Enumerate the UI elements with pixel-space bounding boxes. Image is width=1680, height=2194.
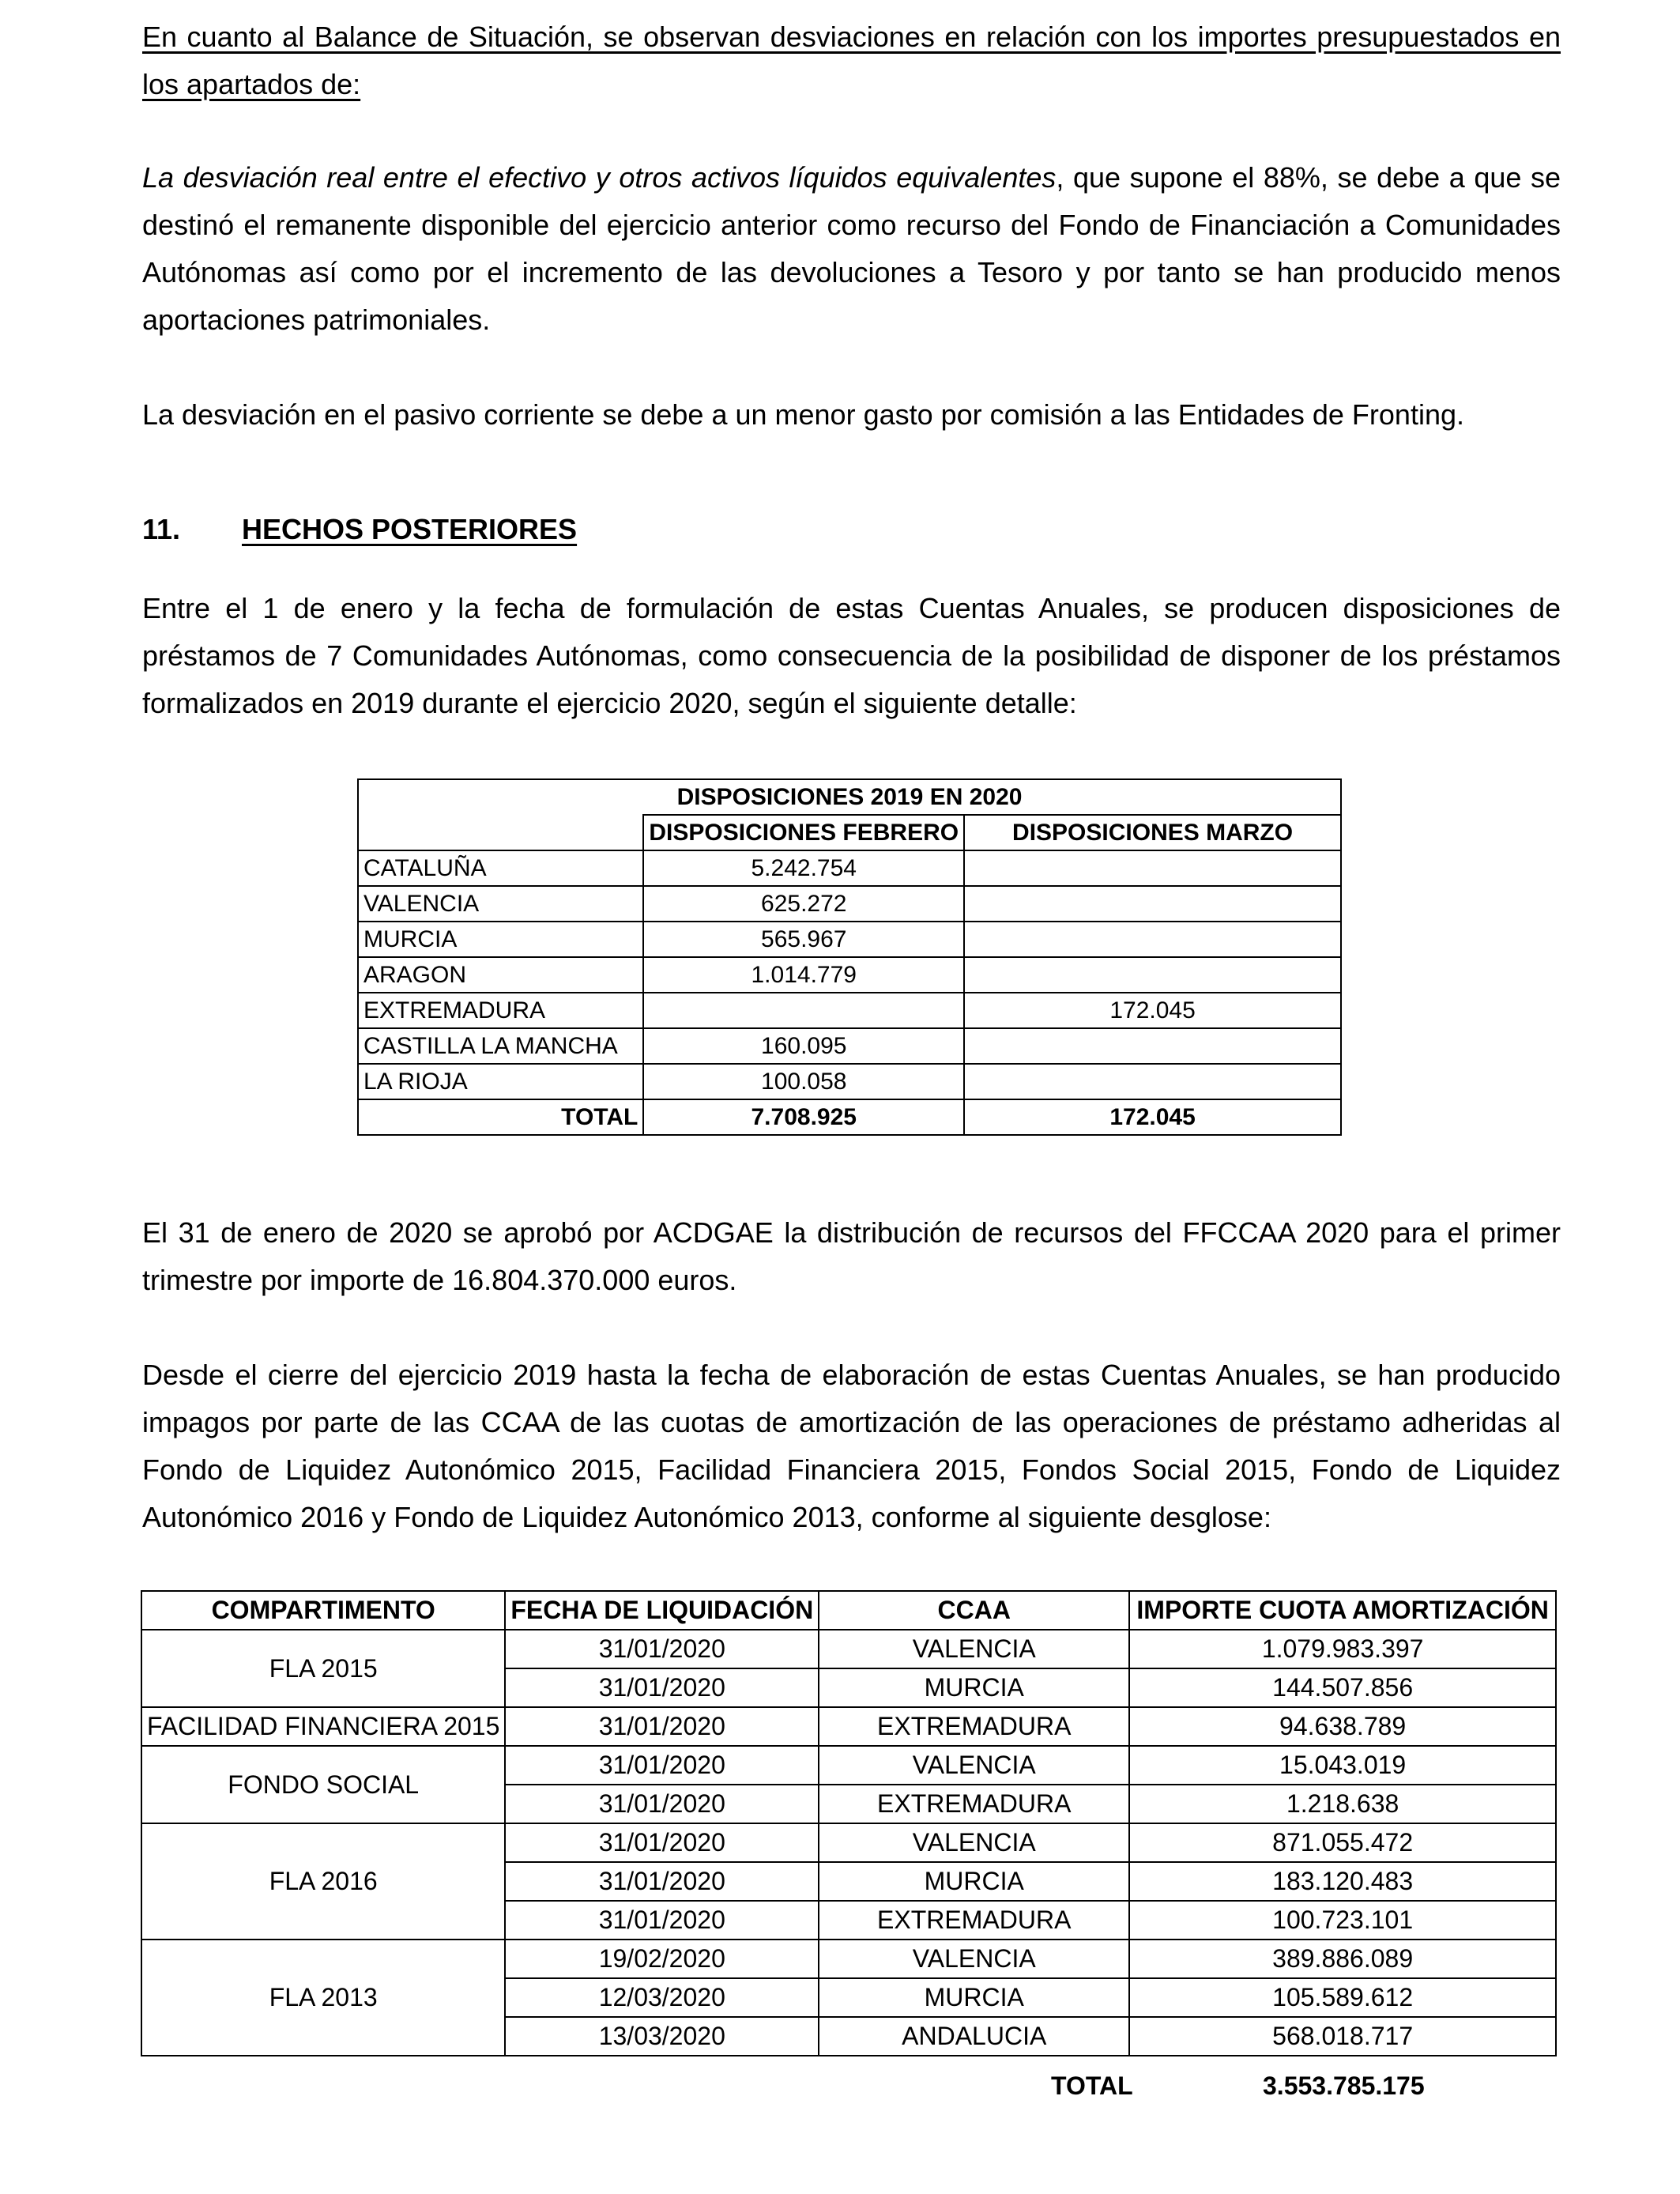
impagos-fecha-cell: 31/01/2020 (505, 1901, 819, 1940)
disposiciones-ccaa-cell: CASTILLA LA MANCHA (358, 1028, 643, 1064)
disposiciones-febrero-cell: 565.967 (643, 922, 964, 957)
disposiciones-row (358, 886, 1341, 922)
impagos-header-compartimento: COMPARTIMENTO (141, 1591, 505, 1630)
disposiciones-row (358, 850, 1341, 886)
acdgae-paragraph: El 31 de enero de 2020 se aprobó por ACDGAE la distribución de recursos del FFCCAA 2020 para el primer trimestre por importe de 16.804.370.000 euros. (142, 1216, 1561, 1296)
disposiciones-table-title: DISPOSICIONES 2019 EN 2020 (358, 779, 1341, 815)
disposiciones-total-row (358, 1099, 1341, 1135)
impagos-fecha-cell: 12/03/2020 (505, 1978, 819, 2017)
impagos-compartimento-cell: FONDO SOCIAL (141, 1746, 505, 1823)
impagos-importe-cell: 100.723.101 (1129, 1901, 1556, 1940)
impagos-table (141, 1590, 1557, 2056)
impagos-ccaa-cell: VALENCIA (819, 1630, 1129, 1668)
impagos-compartimento-cell: FLA 2013 (141, 1940, 505, 2056)
impagos-header-fecha: FECHA DE LIQUIDACIÓN (505, 1591, 819, 1630)
disposiciones-febrero-cell: 160.095 (643, 1028, 964, 1064)
impagos-compartimento-cell: FLA 2016 (141, 1823, 505, 1940)
disposiciones-total-marzo: 172.045 (964, 1099, 1341, 1135)
impagos-ccaa-cell: EXTREMADURA (819, 1707, 1129, 1746)
disposiciones-ccaa-cell: ARAGON (358, 957, 643, 993)
impagos-importe-cell: 183.120.483 (1129, 1862, 1556, 1901)
impagos-table-body (141, 1630, 1556, 2056)
disposiciones-ccaa-cell: VALENCIA (358, 886, 643, 922)
disposiciones-ccaa-cell: MURCIA (358, 922, 643, 957)
disposiciones-marzo-cell (964, 922, 1341, 957)
impagos-row (141, 1940, 1556, 1978)
impagos-importe-cell: 15.043.019 (1129, 1746, 1556, 1785)
disposiciones-febrero-cell (643, 993, 964, 1028)
impagos-fecha-cell: 31/01/2020 (505, 1785, 819, 1823)
efectivo-paragraph (142, 154, 1561, 344)
disposiciones-marzo-cell (964, 957, 1341, 993)
impagos-total-value: 3.553.785.175 (1263, 2071, 1425, 2100)
impagos-row (141, 1746, 1556, 1785)
disposiciones-header-marzo: DISPOSICIONES MARZO (964, 815, 1341, 850)
disposiciones-header-febrero: DISPOSICIONES FEBRERO (643, 815, 964, 850)
impagos-row (141, 1630, 1556, 1668)
disposiciones-row (358, 922, 1341, 957)
disposiciones-marzo-cell (964, 1064, 1341, 1099)
disposiciones-marzo-cell (964, 850, 1341, 886)
impagos-ccaa-cell: VALENCIA (819, 1746, 1129, 1785)
disposiciones-febrero-cell: 625.272 (643, 886, 964, 922)
impagos-importe-cell: 568.018.717 (1129, 2017, 1556, 2056)
impagos-header-ccaa: CCAA (819, 1591, 1129, 1630)
disposiciones-febrero-cell: 1.014.779 (643, 957, 964, 993)
disposiciones-marzo-cell (964, 1028, 1341, 1064)
impagos-importe-cell: 94.638.789 (1129, 1707, 1556, 1746)
impagos-fecha-cell: 31/01/2020 (505, 1668, 819, 1707)
intro-paragraph: En cuanto al Balance de Situación, se observan desviaciones en relación con los importes presupuestados en los apartados de: (142, 21, 1561, 100)
impagos-importe-cell: 389.886.089 (1129, 1940, 1556, 1978)
impagos-importe-cell: 144.507.856 (1129, 1668, 1556, 1707)
disposiciones-marzo-cell (964, 886, 1341, 922)
disposiciones-ccaa-cell: LA RIOJA (358, 1064, 643, 1099)
impagos-fecha-cell: 31/01/2020 (505, 1707, 819, 1746)
section-title: HECHOS POSTERIORES (242, 513, 578, 545)
efectivo-rest-text: , que supone el 88%, se debe a que se destinó el remanente disponible del ejercicio anterior como recurso del Fondo de Financiación a Comunidades Autónomas así como por el incremento de las devoluciones a Tesoro y por tanto se han producido menos aportaciones patrimoniales. (142, 161, 1561, 336)
impagos-ccaa-cell: VALENCIA (819, 1940, 1129, 1978)
impagos-fecha-cell: 19/02/2020 (505, 1940, 819, 1978)
disposiciones-row (358, 993, 1341, 1028)
impagos-row (141, 1823, 1556, 1862)
disposiciones-row (358, 1064, 1341, 1099)
impagos-row (141, 1707, 1556, 1746)
impagos-header-importe: IMPORTE CUOTA AMORTIZACIÓN (1129, 1591, 1556, 1630)
section-heading (142, 506, 577, 553)
impagos-importe-cell: 1.079.983.397 (1129, 1630, 1556, 1668)
impagos-fecha-cell: 31/01/2020 (505, 1630, 819, 1668)
disposiciones-row (358, 1028, 1341, 1064)
disposiciones-marzo-cell: 172.045 (964, 993, 1341, 1028)
impagos-fecha-cell: 31/01/2020 (505, 1823, 819, 1862)
impagos-ccaa-cell: MURCIA (819, 1862, 1129, 1901)
impagos-paragraph: Desde el cierre del ejercicio 2019 hasta la fecha de elaboración de estas Cuentas Anuales, se han producido impagos por parte de las CCAA de las cuotas de amortización de las operaciones de préstamo adheridas al Fondo de Liquidez Autonómico 2015, Facilidad Financiera 2015, Fondos Social 2015, Fondo de Liquidez Autonómico 2016 y Fondo de Liquidez Autonómico 2013, conforme al siguiente desglose: (142, 1359, 1561, 1533)
impagos-fecha-cell: 13/03/2020 (505, 2017, 819, 2056)
impagos-importe-cell: 871.055.472 (1129, 1823, 1556, 1862)
disposiciones-paragraph: Entre el 1 de enero y la fecha de formulación de estas Cuentas Anuales, se producen disposiciones de préstamos de 7 Comunidades Autónomas, como consecuencia de la posibilidad de disponer de los préstamos formalizados en 2019 durante el ejercicio 2020, según el siguiente detalle: (142, 592, 1561, 719)
impagos-ccaa-cell: EXTREMADURA (819, 1901, 1129, 1940)
impagos-ccaa-cell: MURCIA (819, 1668, 1129, 1707)
impagos-importe-cell: 1.218.638 (1129, 1785, 1556, 1823)
disposiciones-febrero-cell: 5.242.754 (643, 850, 964, 886)
impagos-ccaa-cell: ANDALUCIA (819, 2017, 1129, 2056)
section-number: 11. (142, 513, 181, 545)
disposiciones-total-febrero: 7.708.925 (643, 1099, 964, 1135)
impagos-compartimento-cell: FLA 2015 (141, 1630, 505, 1707)
impagos-compartimento-cell: FACILIDAD FINANCIERA 2015 (141, 1707, 505, 1746)
impagos-fecha-cell: 31/01/2020 (505, 1746, 819, 1785)
impagos-ccaa-cell: VALENCIA (819, 1823, 1129, 1862)
pasivo-paragraph: La desviación en el pasivo corriente se debe a un menor gasto por comisión a las Entidades de Fronting. (142, 398, 1464, 431)
disposiciones-table-body (358, 850, 1341, 1135)
disposiciones-row (358, 957, 1341, 993)
disposiciones-ccaa-cell: EXTREMADURA (358, 993, 643, 1028)
disposiciones-table (357, 778, 1342, 1136)
impagos-fecha-cell: 31/01/2020 (505, 1862, 819, 1901)
disposiciones-header-empty (358, 815, 643, 850)
impagos-total-label: TOTAL (1051, 2071, 1133, 2100)
impagos-ccaa-cell: EXTREMADURA (819, 1785, 1129, 1823)
disposiciones-total-label: TOTAL (358, 1099, 643, 1135)
efectivo-italic-text: La desviación real entre el efectivo y otros activos líquidos equivalentes (142, 161, 1057, 194)
disposiciones-febrero-cell: 100.058 (643, 1064, 964, 1099)
impagos-importe-cell: 105.589.612 (1129, 1978, 1556, 2017)
impagos-ccaa-cell: MURCIA (819, 1978, 1129, 2017)
disposiciones-ccaa-cell: CATALUÑA (358, 850, 643, 886)
